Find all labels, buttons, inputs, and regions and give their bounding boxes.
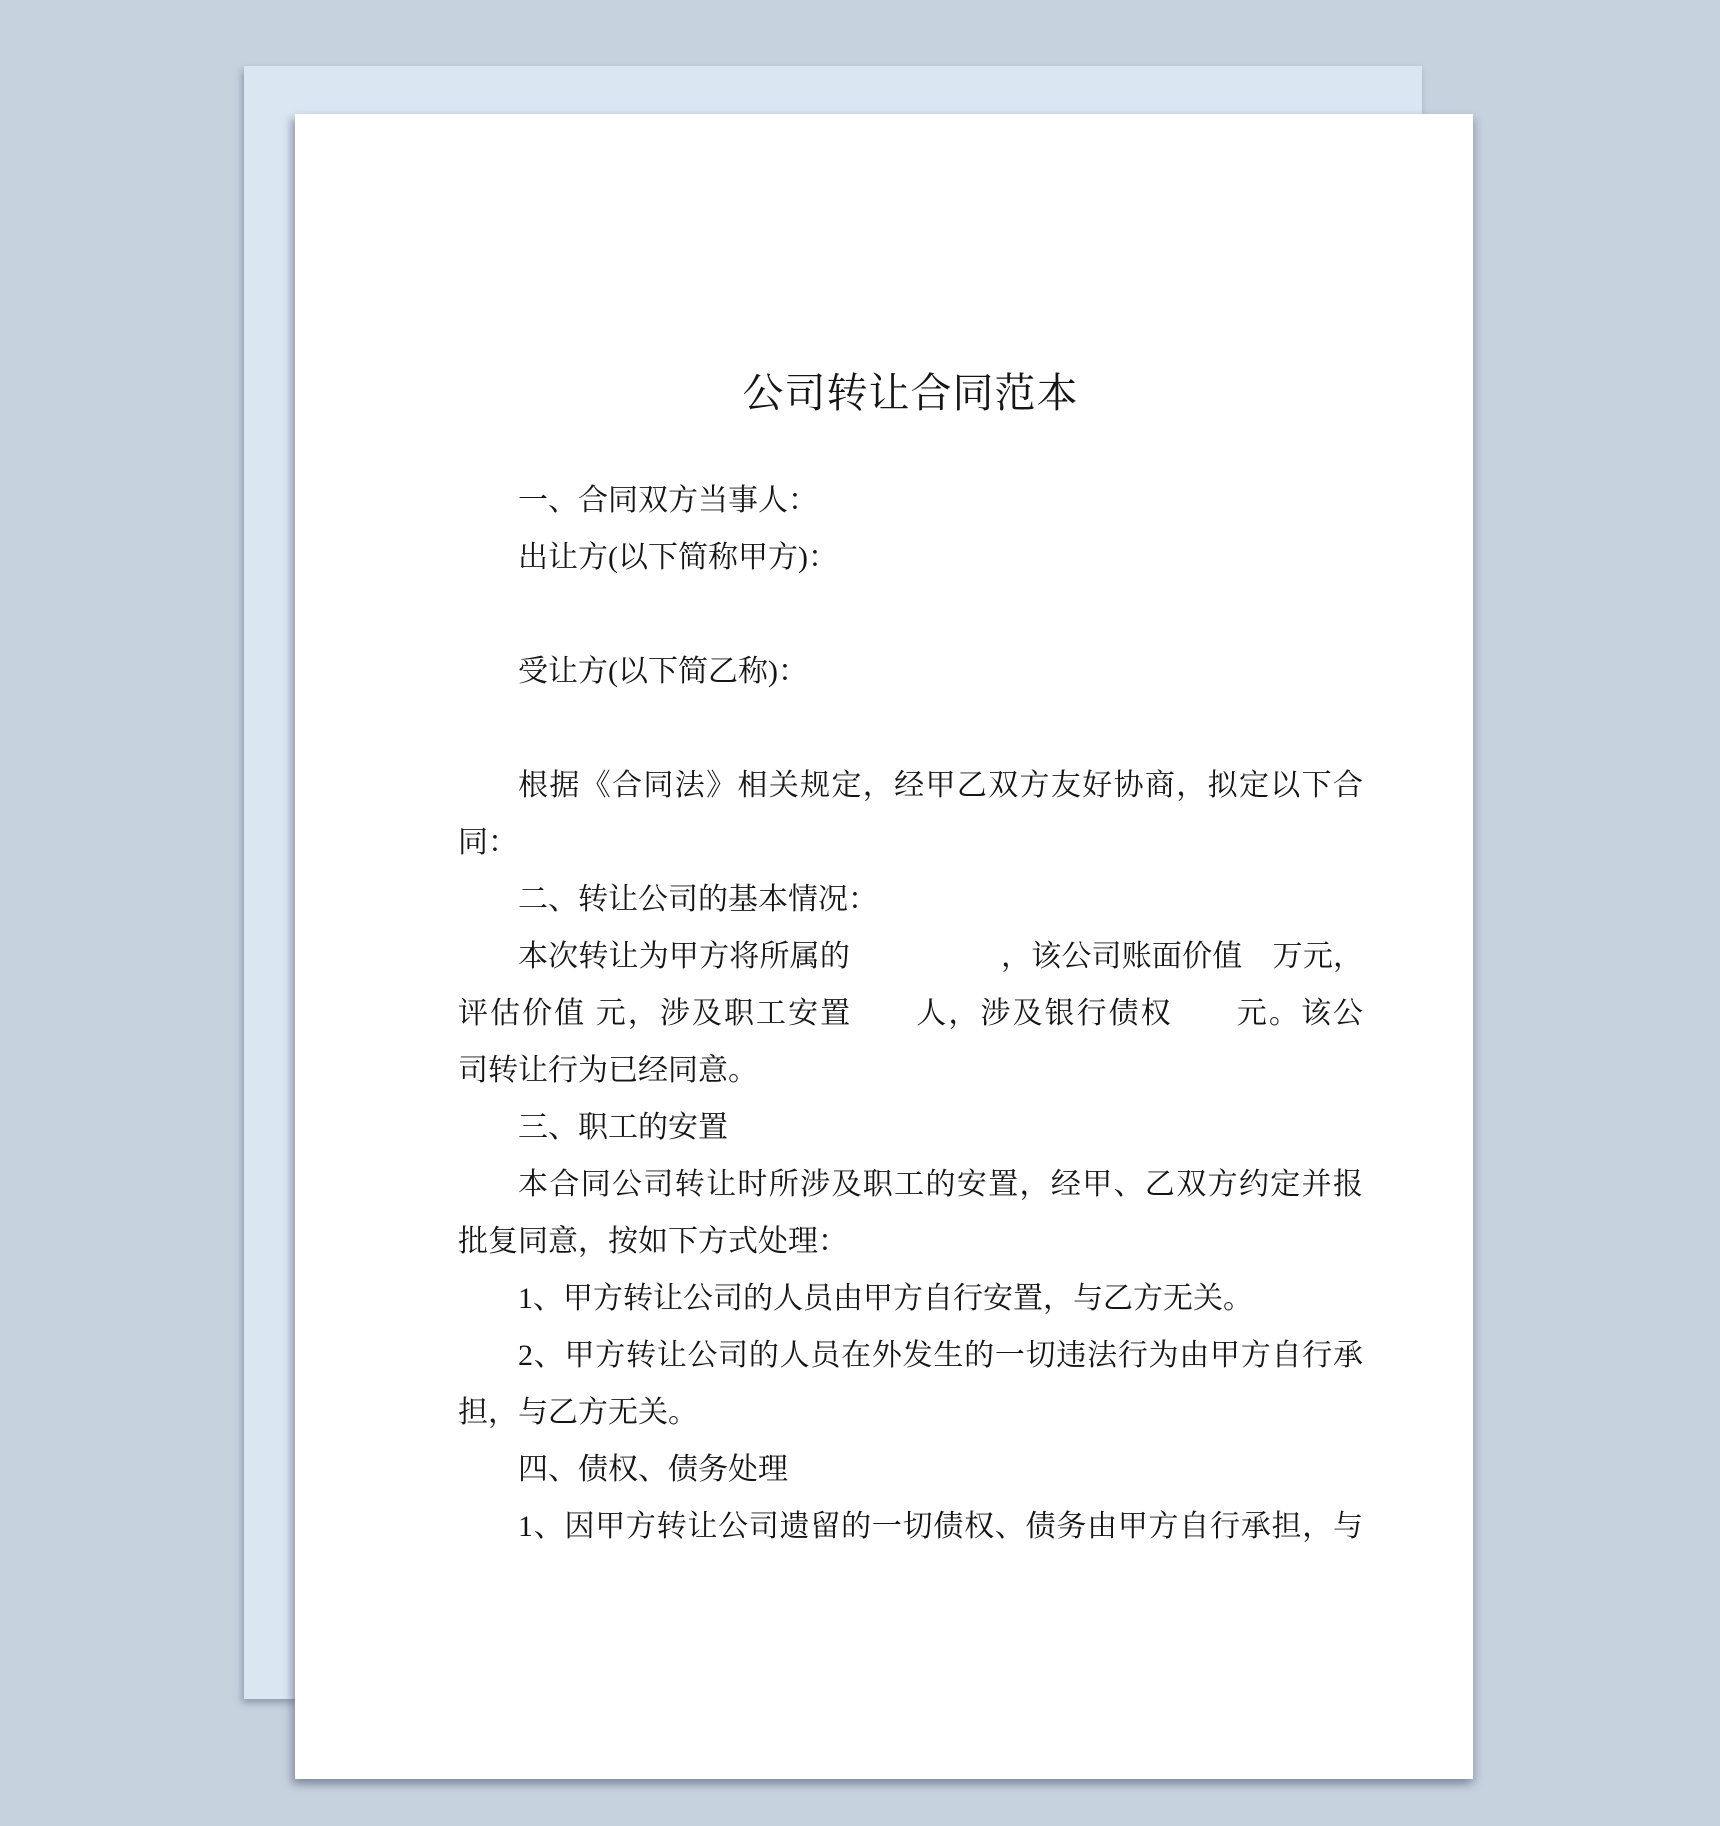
document-line: 司转让行为已经同意。 — [458, 1054, 758, 1087]
document-line: 根据《合同法》相关规定，经甲乙双方友好协商，拟定以下合 — [518, 769, 1363, 802]
document-line: 1、甲方转让公司的人员由甲方自行安置，与乙方无关。 — [518, 1282, 1253, 1315]
contract-page — [295, 114, 1473, 1779]
document-line — [458, 586, 1363, 643]
document-line: 同： — [458, 826, 518, 859]
document-line — [458, 700, 1363, 757]
document-line: 受让方(以下简乙称)： — [518, 655, 808, 688]
document-line: 本次转让为甲方将所属的 ，该公司账面价值 万元， — [518, 940, 1363, 973]
document-body — [458, 472, 1363, 1555]
document-title: 公司转让合同范本 — [742, 370, 1079, 416]
document-line: 四、债权、债务处理 — [518, 1453, 788, 1486]
document-line: 一、合同双方当事人： — [518, 484, 818, 517]
document-line: 二、转让公司的基本情况： — [518, 883, 878, 916]
document-line: 评估价值 元，涉及职工安置 人，涉及银行债权 元。该公 — [458, 997, 1363, 1030]
document-line: 三、职工的安置 — [518, 1111, 728, 1144]
document-line: 批复同意，按如下方式处理： — [458, 1225, 848, 1258]
document-line: 出让方(以下简称甲方)： — [518, 541, 838, 574]
document-line: 担，与乙方无关。 — [458, 1396, 698, 1429]
document-line: 本合同公司转让时所涉及职工的安置，经甲、乙双方约定并报 — [518, 1168, 1363, 1201]
document-line: 2、甲方转让公司的人员在外发生的一切违法行为由甲方自行承 — [518, 1339, 1363, 1372]
document-line: 1、因甲方转让公司遗留的一切债权、债务由甲方自行承担，与 — [518, 1510, 1363, 1543]
